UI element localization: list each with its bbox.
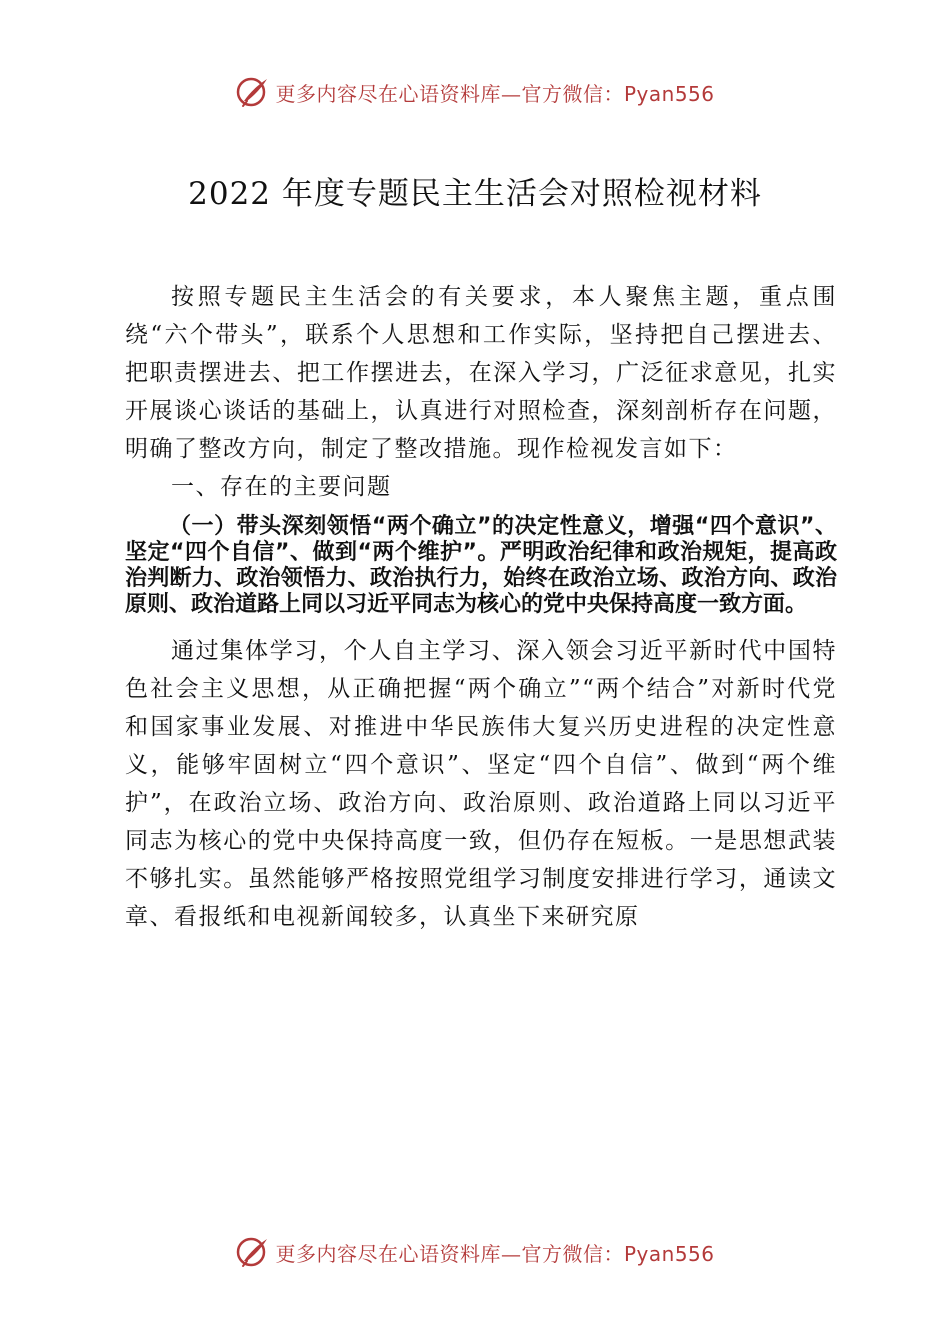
intro-paragraph: 按照专题民主生活会的有关要求，本人聚焦主题，重点围绕“六个带头”，联系个人思想和工作实际，坚持把自己摆进去、把职责摆进去、把工作摆进去，在深入学习，广泛征求意见，扎实开展谈心谈话的基础上，认真进行对照检查，深刻剖析存在问题，明确了整改方向，制定了整改措施。现作检视发言如下： bbox=[125, 284, 837, 462]
wechat-id: Pyan556 bbox=[623, 81, 715, 106]
quill-pen-logo-icon bbox=[235, 1234, 271, 1270]
banner-text: 更多内容尽在心语资料库—官方微信：Pyan556 bbox=[275, 1241, 715, 1266]
section-heading: 一、存在的主要问题 bbox=[171, 474, 392, 500]
document-title: 2022 年度专题民主生活会对照检视材料 bbox=[188, 176, 762, 212]
body-paragraph: 通过集体学习，个人自主学习、深入领会习近平新时代中国特色社会主义思想，从正确把握“两个确立”“两个结合”对新时代党和国家事业发展、对推进中华民族伟大复兴历史进程的决定性意义，能够牢固树立“四个意识”、坚定“四个自信”、做到“两个维护”，在政治立场、政治方向、政治原则、政治道路上同以习近平同志为核心的党中央保持高度一致，但仍存在短板。一是思想武装不够扎实。虽然能够严格按照党组学习制度安排进行学习，通读文章、看报纸和电视新闻较多，认真坐下来研究原 bbox=[125, 638, 837, 930]
banner-text: 更多内容尽在心语资料库—官方微信：Pyan556 bbox=[275, 81, 715, 106]
subsection-heading: （一）带头深刻领悟“两个确立”的决定性意义，增强“四个意识”、坚定“四个自信”、做到“两个维护”。严明政治纪律和政治规矩，提高政治判断力、政治领悟力、政治执行力，始终在政治立场、政治方向、政治原则、政治道路上同以习近平同志为核心的党中央保持高度一致方面。 bbox=[125, 514, 837, 617]
wechat-id: Pyan556 bbox=[623, 1241, 715, 1266]
footer-banner bbox=[0, 1232, 950, 1272]
header-banner bbox=[0, 72, 950, 112]
document-body bbox=[125, 278, 837, 936]
quill-pen-logo-icon bbox=[235, 74, 271, 110]
